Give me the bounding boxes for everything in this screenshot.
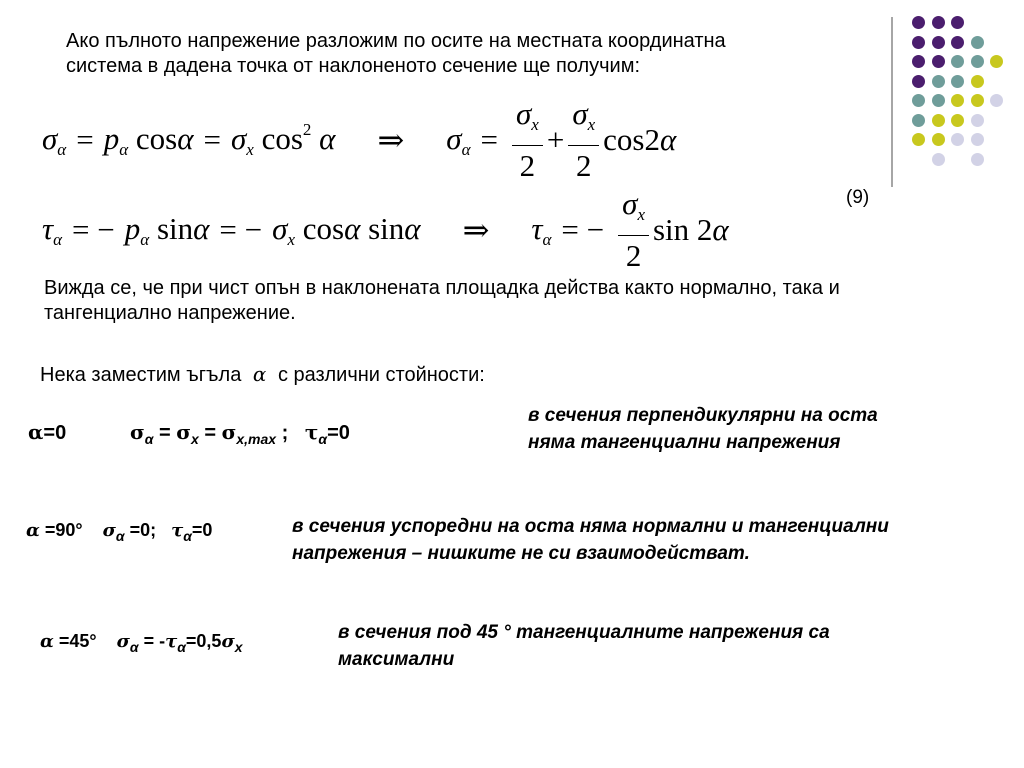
equation-number: (9): [846, 187, 870, 208]
decorative-dot: [912, 55, 925, 68]
decorative-dot: [971, 55, 984, 68]
decorative-dot: [971, 153, 984, 166]
note-line-1: Вижда се, че при чист опън в наклонената площадка действа както нормално, така и: [44, 277, 840, 299]
case-3-comment-line-2: максимални: [338, 649, 455, 670]
intro-line-1: Ако пълното напрежение разложим по осите на местната координатна: [66, 30, 726, 52]
case-3-comment-line-1: в сечения под 45 ° тангенциалните напрежения са: [338, 622, 830, 643]
intro-line-2: система в дадена точка от наклоненото сечение ще получим:: [66, 55, 641, 77]
case-3-comment: [338, 619, 830, 673]
decorative-dot: [990, 55, 1003, 68]
decorative-dot: [932, 75, 945, 88]
decorative-dot: [951, 16, 964, 29]
note-line-2: тангенциално напрежение.: [44, 302, 296, 324]
decorative-dot: [951, 114, 964, 127]
decorative-dot: [932, 114, 945, 127]
decorative-dot: [932, 153, 945, 166]
decorative-dot: [912, 16, 925, 29]
alpha-symbol: α: [252, 362, 267, 386]
decorative-dot: [932, 55, 945, 68]
decorative-dot: [912, 36, 925, 49]
decorative-dot: [951, 55, 964, 68]
equation-tau: $\tau_\alpha$ = − $p_\alpha$ sinα = − $\sigma_x$ cosα sinα ⇒ $\tau_\alpha$ = − $\frac{\sigma_x}{2}$ sin 2α: [42, 186, 729, 273]
substitute-after: с различни стойности:: [277, 364, 485, 386]
decorative-dot: [951, 75, 964, 88]
decorative-dot: [912, 114, 925, 127]
decorative-dot: [971, 133, 984, 146]
case-2-comment-line-2: напрежения – нишките не си взаимодействат.: [292, 543, 750, 564]
decorative-dot: [971, 114, 984, 127]
divider-line: [891, 17, 893, 187]
decorative-dot: [951, 133, 964, 146]
case-1-comment: [528, 402, 878, 456]
decorative-dot: [951, 94, 964, 107]
decorative-dot: [971, 75, 984, 88]
case-1-comment-line-1: в сечения перпендикулярни на оста: [528, 405, 878, 426]
decorative-dot: [932, 133, 945, 146]
decorative-dot: [932, 16, 945, 29]
case-2-formula: α =90° $\sigma_\alpha =0$; $\tau_\alpha=0$: [26, 520, 213, 544]
decorative-dot: [971, 36, 984, 49]
decorative-dot: [912, 133, 925, 146]
case-2-comment-line-1: в сечения успоредни на оста няма нормални и тангенциални: [292, 516, 889, 537]
case-1-angle: α=0: [28, 420, 67, 444]
decorative-dot: [971, 94, 984, 107]
intro-paragraph: [66, 29, 726, 79]
decorative-dot: [912, 75, 925, 88]
note-paragraph: [44, 276, 840, 326]
case-1-comment-line-2: няма тангенциални напрежения: [528, 432, 841, 453]
decorative-dot: [912, 94, 925, 107]
case-2-comment: [292, 513, 889, 567]
substitute-line: [40, 362, 485, 388]
substitute-before: Нека заместим ъгъла: [40, 364, 242, 386]
case-3-formula: α =45° $\sigma_\alpha = -\tau_\alpha=0,5\sigma_x$: [40, 631, 243, 655]
decorative-dot: [951, 36, 964, 49]
equation-sigma: $\sigma_\alpha$ = $p_\alpha$ cosα = $\sigma_x$ $\cos^2 \alpha$ ⇒ $\sigma_\alpha$ = $\frac{\sigma_x}{2}$ + $\frac{\sigma_x}{2}$ cos2α: [42, 96, 677, 183]
case-1-formula: $\sigma_\alpha = \sigma_x = \sigma_{x,max}$ ; $\tau_\alpha=0$: [130, 420, 350, 447]
decorative-dot: [990, 94, 1003, 107]
decorative-dot: [932, 36, 945, 49]
decorative-dot: [932, 94, 945, 107]
